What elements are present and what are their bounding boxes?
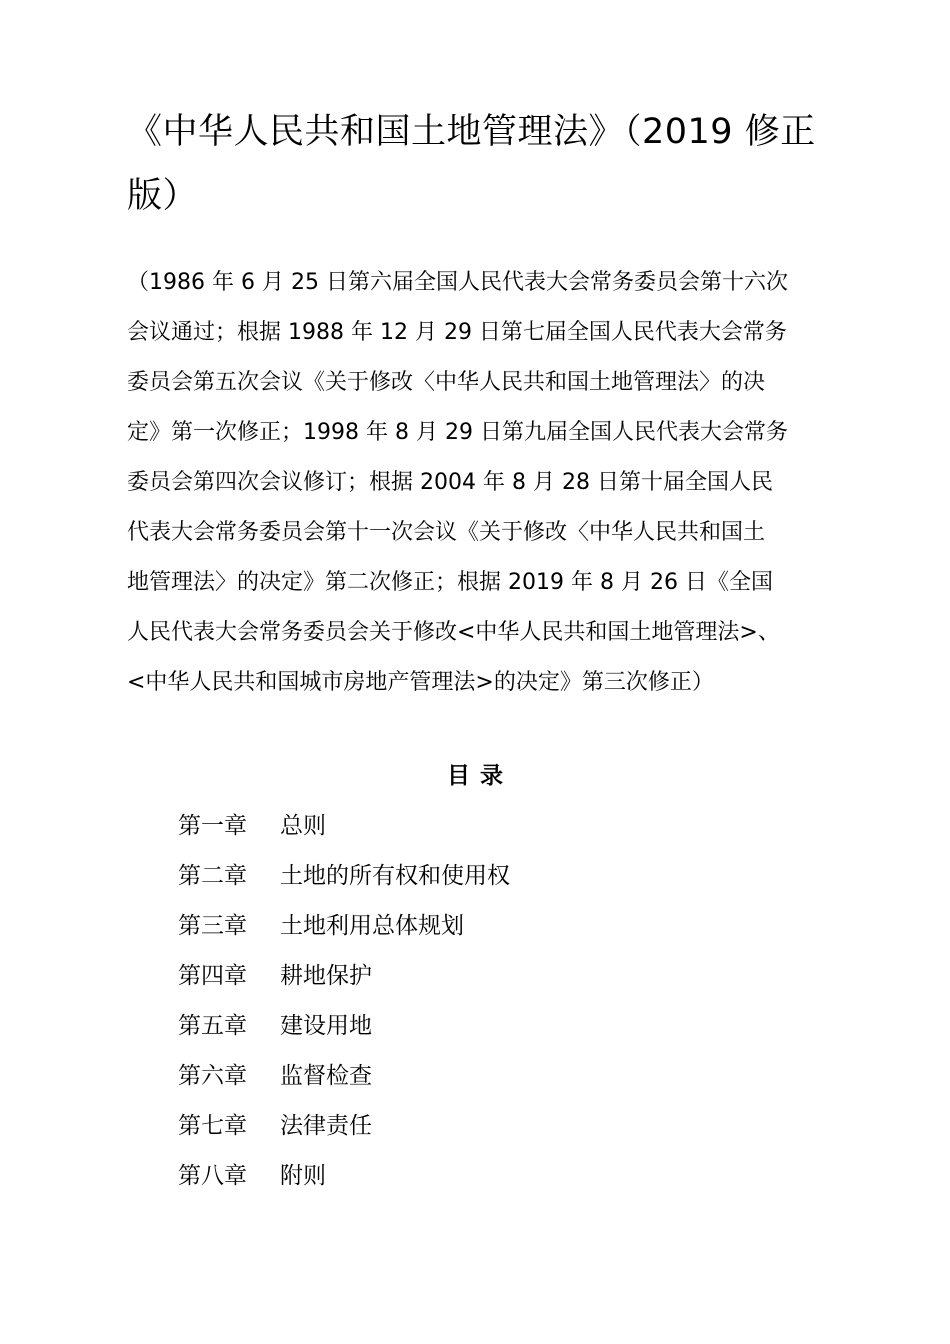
- intro-line: 地管理法〉的决定》第二次修正；根据 2019 年 8 月 26 日《全国: [127, 570, 773, 595]
- toc-chapter-title: 附则: [280, 1163, 326, 1189]
- intro-line: 定》第一次修正；1998 年 8 月 29 日第九届全国人民代表大会常务: [127, 420, 788, 445]
- toc-item-chapter-3: [178, 906, 778, 956]
- intro-line: 委员会第五次会议《关于修改〈中华人民共和国土地管理法〉的决: [127, 370, 766, 395]
- toc-item-chapter-2: [178, 856, 778, 906]
- toc-chapter-number: 第八章: [178, 1163, 247, 1189]
- intro-line: 会议通过；根据 1988 年 12 月 29 日第七届全国人民代表大会常务: [127, 320, 787, 345]
- toc-chapter-title: 法律责任: [280, 1113, 372, 1139]
- intro-line: （1986 年 6 月 25 日第六届全国人民代表大会常务委员会第十六次: [127, 270, 788, 295]
- toc-item-chapter-5: [178, 1006, 778, 1056]
- intro-line: <中华人民共和国城市房地产管理法>的决定》第三次修正）: [127, 670, 714, 695]
- toc-chapter-title: 土地利用总体规划: [280, 913, 464, 939]
- intro-line: 委员会第四次会议修订；根据 2004 年 8 月 28 日第十届全国人民: [127, 470, 773, 495]
- toc-chapter-number: 第五章: [178, 1013, 247, 1039]
- toc-chapter-number: 第三章: [178, 913, 247, 939]
- toc-chapter-title: 总则: [280, 813, 326, 839]
- intro-line: 人民代表大会常务委员会关于修改<中华人民共和国土地管理法>、: [127, 620, 780, 645]
- toc-chapter-title: 耕地保护: [280, 963, 372, 989]
- toc-chapter-title: 土地的所有权和使用权: [280, 863, 510, 889]
- toc-item-chapter-4: [178, 956, 778, 1006]
- table-of-contents: [178, 806, 778, 1206]
- toc-item-chapter-8: [178, 1156, 778, 1206]
- toc-chapter-number: 第四章: [178, 963, 247, 989]
- document-title: [127, 100, 827, 228]
- intro-line: 代表大会常务委员会第十一次会议《关于修改〈中华人民共和国土: [127, 520, 766, 545]
- toc-chapter-number: 第六章: [178, 1063, 247, 1089]
- title-line: 《中华人民共和国土地管理法》（2019 修正: [127, 112, 816, 152]
- toc-heading: 目录: [447, 763, 513, 789]
- legislative-history-paragraph: [127, 258, 827, 708]
- toc-chapter-number: 第七章: [178, 1113, 247, 1139]
- toc-chapter-number: 第二章: [178, 863, 247, 889]
- toc-chapter-number: 第一章: [178, 813, 247, 839]
- toc-item-chapter-7: [178, 1106, 778, 1156]
- toc-chapter-title: 监督检查: [280, 1063, 372, 1089]
- title-line: 版）: [127, 176, 199, 216]
- toc-item-chapter-1: [178, 806, 778, 856]
- toc-chapter-title: 建设用地: [280, 1013, 372, 1039]
- toc-item-chapter-6: [178, 1056, 778, 1106]
